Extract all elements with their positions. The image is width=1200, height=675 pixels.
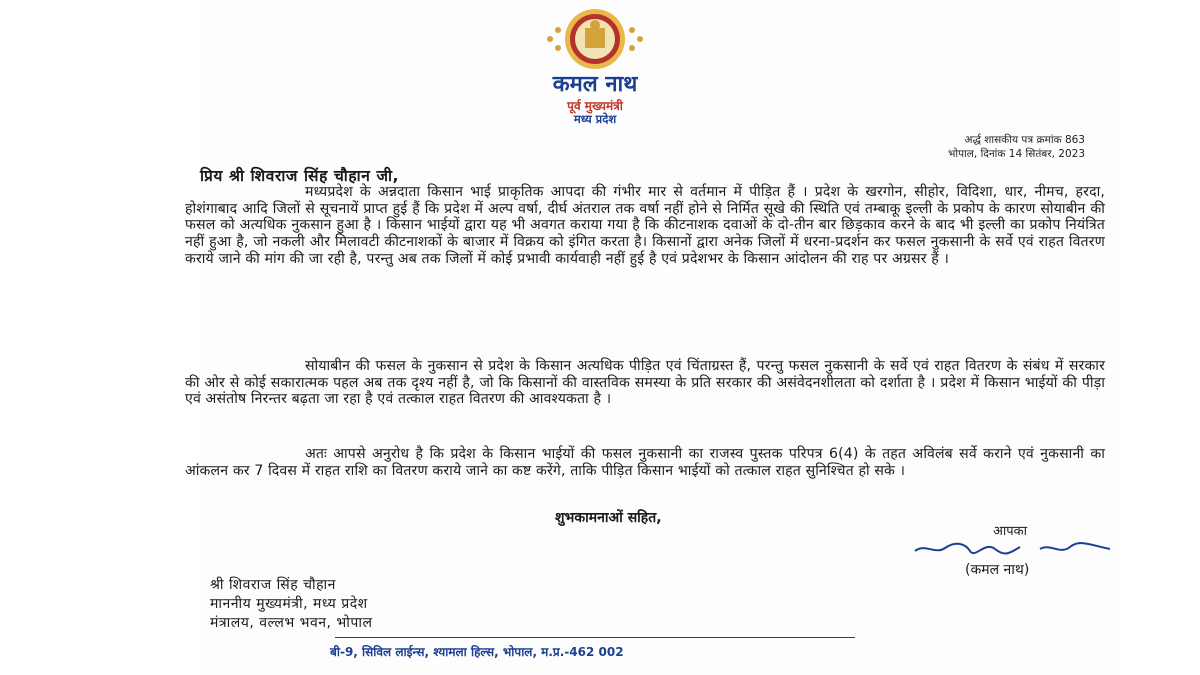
signatory-name: (कमल नाथ)	[965, 562, 1030, 578]
letter-place-date: भोपाल, दिनांक 14 सितंबर, 2023	[947, 148, 1085, 160]
madhya-pradesh-emblem-icon	[530, 8, 660, 70]
footer-divider	[335, 637, 855, 638]
body-paragraph-3	[185, 446, 1105, 479]
addressee-address: मंत्रालय, वल्लभ भवन, भोपाल	[210, 615, 373, 631]
handwritten-signature-icon	[910, 533, 1120, 563]
salutation: प्रिय श्री शिवराज सिंह चौहान जी,	[200, 167, 400, 185]
paragraph-text: अतः आपसे अनुरोध है कि प्रदेश के किसान भाईयों की फसल नुकसानी का राजस्व पुस्तक परिपत्र 6(4) के तहत अविलंब सर्वे कराने एवं नुकसानी का आंकलन कर 7 दिवस में राहत राशि का वितरण कराये जाने का कष्ट करेंगे, ताकि पीड़ित किसान भाईयों को तत्काल राहत सुनिश्चित हो सके ।	[185, 446, 1105, 479]
addressee-designation: माननीय मुख्यमंत्री, मध्य प्रदेश	[210, 596, 368, 612]
addressee-name: श्री शिवराज सिंह चौहान	[210, 577, 336, 593]
closing-yours: आपका	[993, 524, 1028, 539]
closing-regards: शुभकामनाओं सहित,	[555, 510, 662, 526]
body-paragraph-2	[185, 358, 1105, 408]
sender-state: मध्य प्रदेश	[573, 112, 617, 126]
paragraph-text: सोयाबीन की फसल के नुकसान से प्रदेश के किसान अत्यधिक पीड़ित एवं चिंताग्रस्त हैं, परन्तु फसल नुकसानी के सर्वे एवं राहत वितरण के संबंध में सरकार की ओर से कोई सकारात्मक पहल अब तक दृश्य नहीं है, जो कि किसानों की वास्तविक समस्या के प्रति सरकार की असंवेदनशीलता को दर्शाता है । प्रदेश में किसान भाईयों की पीड़ा एवं असंतोष निरन्तर बढ़ता जा रहा है एवं तत्काल राहत वितरण की आवश्यकता है ।	[185, 358, 1105, 408]
footer-address: बी-9, सिविल लाईन्स, श्यामला हिल्स, भोपाल, म.प्र.-462 002	[330, 645, 624, 659]
body-paragraph-1	[185, 184, 1105, 268]
letter-reference-number: अर्द्ध शासकीय पत्र क्रमांक 863	[964, 134, 1085, 146]
sender-designation: पूर्व मुख्यमंत्री	[567, 99, 623, 113]
paragraph-text: मध्यप्रदेश के अन्नदाता किसान भाई प्राकृतिक आपदा की गंभीर मार से वर्तमान में पीड़ित हैं । प्रदेश के खरगोन, सीहोर, विदिशा, धार, नीमच, हरदा, होशंगाबाद आदि जिलों से सूचनायें प्राप्त हुई हैं कि प्रदेश में अल्प वर्षा, दीर्घ अंतराल तक वर्षा नहीं होने से निर्मित सूखे की स्थिति एवं तम्बाकू इल्ली के प्रकोप के कारण सोयाबीन की फसल को अत्यधिक नुकसान हुआ है । किसान भाईयों द्वारा यह भी अवगत कराया गया है कि कीटनाशक दवाओं के दो-तीन बार छिड़काव करने के बाद भी इल्ली का प्रकोप नियंत्रित नहीं हुआ है, जो नकली और मिलावटी कीटनाशकों के बाजार में विक्रय को इंगित करता है। किसानों द्वारा अनेक जिलों में धरना-प्रदर्शन कर फसल नुकसानी के सर्वे एवं राहत वितरण कराये जाने की मांग की जा रही है, परन्तु अब तक जिलों में कोई प्रभावी कार्यवाही नहीं हुई है एवं प्रदेशभर के किसान आंदोलन की राह पर अग्रसर हैं ।	[185, 184, 1105, 267]
sender-name: कमल नाथ	[552, 72, 638, 97]
letter-page	[185, 0, 1120, 675]
